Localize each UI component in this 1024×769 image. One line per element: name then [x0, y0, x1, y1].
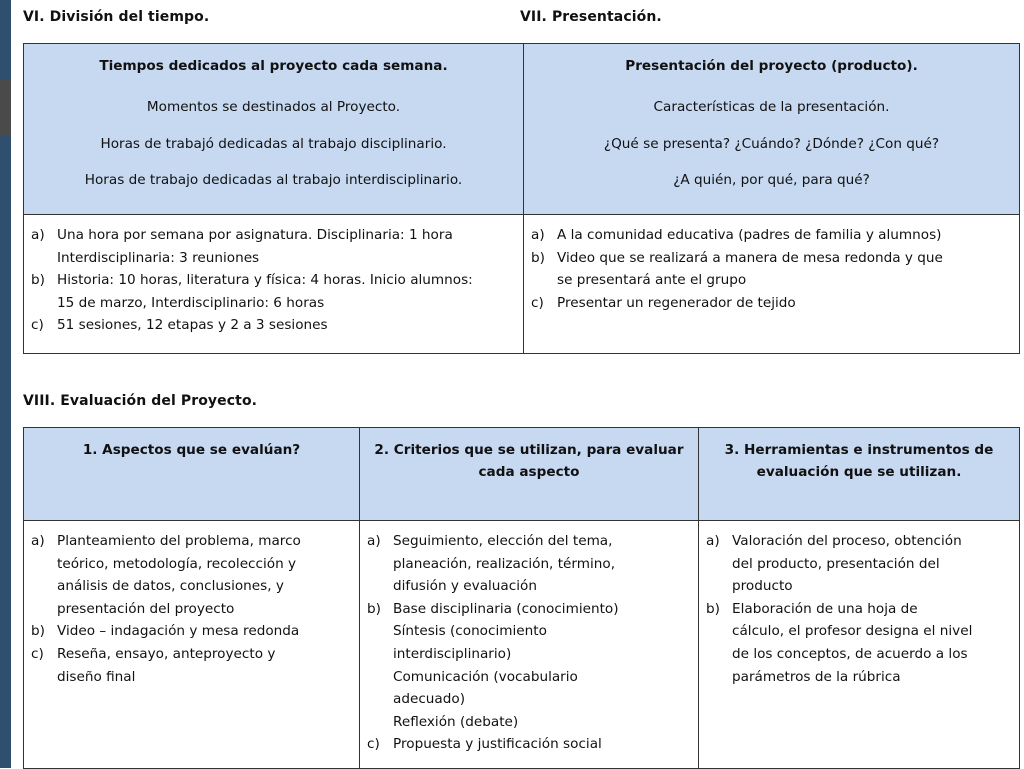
list-item: [531, 292, 1012, 315]
list-item-marker: b): [706, 600, 720, 617]
list-item: [531, 224, 1012, 247]
list-item-text: Propuesta y justificación social: [393, 736, 602, 753]
body-cell-aspectos: [24, 521, 360, 769]
section-title-presentacion: VII. Presentación.: [520, 9, 662, 25]
list-item-text: presentación del proyecto: [57, 600, 235, 617]
list-item-text: adecuado): [393, 691, 465, 708]
list-item-marker: b): [367, 600, 381, 617]
list-item-text: Valoración del proceso, obtención: [732, 533, 962, 549]
list-item-text: Planteamiento del problema, marco: [57, 533, 301, 549]
list-item-text: Reseña, ensayo, anteproyecto y: [57, 645, 276, 662]
list-item-text: planeación, realización, término,: [393, 555, 616, 572]
list-item-marker: b): [31, 272, 45, 289]
list-item-text: Historia: 10 horas, literatura y física: 4 horas. Inicio alumnos:: [57, 272, 473, 289]
list-item-marker: c): [531, 294, 544, 311]
section-title-division-tiempo: VI. División del tiempo.: [23, 9, 210, 25]
list-item-marker: b): [31, 623, 45, 640]
list-item: [706, 598, 1012, 688]
header-criterios: 2. Criterios que se utilizan, para evaluar cada aspecto: [374, 442, 684, 480]
section-title-evaluacion: VIII. Evaluación del Proyecto.: [23, 393, 258, 409]
list-item-text: del producto, presentación del: [732, 555, 940, 572]
list-aspectos: [25, 522, 358, 688]
list-item-marker: a): [367, 533, 381, 549]
list-item-text: Elaboración de una hoja de: [732, 600, 918, 617]
list-item-text: A la comunidad educativa (padres de familia y alumnos): [557, 227, 942, 243]
body-cell-herramientas: [699, 521, 1020, 769]
list-item-text: Presentar un regenerador de tejido: [557, 294, 796, 311]
list-item-text: de los conceptos, de acuerdo a los: [732, 645, 968, 662]
list-item-text: Comunicación (vocabulario: [393, 668, 578, 685]
list-item-text: 15 de marzo, Interdisciplinario: 6 horas: [57, 294, 325, 311]
list-item: [31, 314, 516, 337]
header-herramientas: 3. Herramientas e instrumentos de evaluación que se utilizan.: [724, 442, 994, 480]
list-item-text: parámetros de la rúbrica: [732, 668, 901, 685]
list-item-text: Reflexión (debate): [393, 713, 519, 730]
list-item: [706, 530, 1012, 598]
list-item-marker: a): [706, 533, 720, 549]
list-item-text: se presentará ante el grupo: [557, 272, 747, 289]
header-presentacion-line: Características de la presentación.: [653, 99, 890, 115]
header-cell-criterios: [360, 428, 699, 521]
list-item-marker: c): [31, 317, 44, 334]
header-cell-aspectos: [24, 428, 360, 521]
list-item-text: Video que se realizará a manera de mesa redonda y que: [557, 249, 943, 266]
list-item: [31, 643, 352, 688]
list-item-marker: a): [31, 227, 45, 243]
list-item-text: cálculo, el profesor designa el nivel: [732, 623, 973, 640]
table-division-presentacion: [23, 43, 1020, 354]
list-item-text: teórico, metodología, recolección y: [57, 555, 297, 572]
header-presentacion-title: Presentación del proyecto (producto).: [625, 58, 918, 74]
body-cell-division: [24, 215, 524, 354]
header-division-title: Tiempos dedicados al proyecto cada semana.: [99, 58, 448, 74]
header-cell-presentacion: [524, 44, 1020, 215]
header-cell-division: [24, 44, 524, 215]
list-item-text: producto: [732, 578, 793, 595]
header-aspectos: 1. Aspectos que se evalúan?: [82, 442, 301, 458]
list-item-marker: c): [31, 645, 44, 662]
list-item-text: diseño final: [57, 668, 136, 685]
list-item: [31, 269, 516, 314]
document-page: [11, 0, 1024, 768]
list-item-marker: b): [531, 249, 545, 266]
list-item: [31, 224, 516, 269]
list-item: [31, 530, 352, 620]
body-cell-presentacion: [524, 215, 1020, 354]
header-presentacion-line: ¿A quién, por qué, para qué?: [673, 172, 870, 188]
list-herramientas: [700, 522, 1018, 688]
list-item-text: Interdisciplinaria: 3 reuniones: [57, 249, 260, 266]
list-presentacion: [525, 216, 1018, 314]
list-item-text: Una hora por semana por asignatura. Disciplinaria: 1 hora: [57, 227, 453, 243]
list-item-text: difusión y evaluación: [393, 578, 537, 595]
header-division-line: Horas de trabajo dedicadas al trabajo interdisciplinario.: [84, 172, 463, 188]
list-criterios: [361, 522, 697, 756]
list-item-marker: c): [367, 736, 380, 753]
list-item: [531, 247, 1012, 292]
header-division-line: Momentos se destinados al Proyecto.: [146, 99, 401, 115]
header-division-line: Horas de trabajó dedicadas al trabajo disciplinario.: [100, 135, 447, 152]
body-cell-criterios: [360, 521, 699, 769]
list-item: [367, 733, 691, 756]
window-left-tab: [0, 80, 11, 136]
list-item-text: Síntesis (conocimiento: [393, 623, 547, 640]
list-division: [25, 216, 522, 337]
list-item: [367, 530, 691, 598]
list-item-marker: a): [31, 533, 45, 549]
list-item-text: 51 sesiones, 12 etapas y 2 a 3 sesiones: [57, 317, 328, 334]
list-item-text: análisis de datos, conclusiones, y: [57, 578, 284, 595]
list-item-text: Seguimiento, elección del tema,: [393, 533, 613, 549]
list-item-text: Video – indagación y mesa redonda: [57, 623, 300, 640]
list-item-text: Base disciplinaria (conocimiento): [393, 600, 619, 617]
table-evaluacion: [23, 427, 1020, 769]
header-presentacion-line: ¿Qué se presenta? ¿Cuándo? ¿Dónde? ¿Con qué?: [603, 135, 940, 152]
header-cell-herramientas: [699, 428, 1020, 521]
list-item-text: interdisciplinario): [393, 645, 512, 662]
list-item-marker: a): [531, 227, 545, 243]
list-item: [31, 620, 352, 643]
list-item: [367, 598, 691, 734]
